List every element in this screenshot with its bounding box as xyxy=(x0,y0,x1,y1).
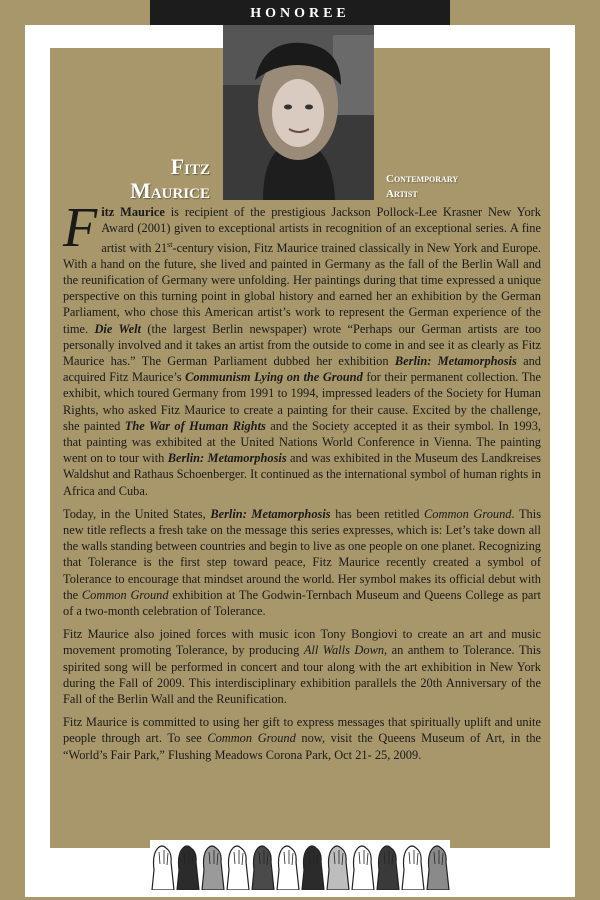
bio-text-segment: Common Ground xyxy=(424,506,512,521)
bio-text-segment: has been retitled xyxy=(330,506,425,521)
bio-text-segment: and was exhibited in the Museum des Landkreises Waldshut and Rathaus Schoenberger. It continued as the international symbol of human rights in Africa and Cuba. xyxy=(63,451,541,498)
bio-text-segment: The War of Human Rights xyxy=(124,418,266,433)
hand-shape xyxy=(177,846,199,890)
hands-illustration xyxy=(150,840,450,890)
hand-shape xyxy=(402,846,424,890)
drop-cap: F xyxy=(63,197,98,259)
joined-hands-icon xyxy=(150,840,450,890)
role-line-2: Artist xyxy=(386,188,418,200)
bio-text-segment: Fitz Maurice also joined forces with music icon Tony Bongiovi to create an art and music movement promoting Tolerance, by producing xyxy=(63,627,541,658)
bio-text-segment: Common Ground xyxy=(81,587,169,602)
bio-text-segment: Berlin: Metamorphosis xyxy=(210,506,331,521)
hand-shape xyxy=(252,846,274,890)
hand-shape xyxy=(377,846,399,890)
hand-shape xyxy=(152,846,174,890)
bio-paragraph-2 xyxy=(63,506,541,619)
hand-shape xyxy=(277,846,299,890)
honoree-role xyxy=(386,172,458,202)
header-label: HONOREE xyxy=(250,6,350,21)
portrait-icon xyxy=(223,25,374,200)
bio-text-segment: Common Ground xyxy=(207,731,296,746)
bio-text-segment: and the Society accepted it as their symbol. In 1993, that painting was exhibited at the United Nations World Conference in Vienna. The painting went on to tour with xyxy=(63,418,542,466)
bio-text-segment: and acquired Fitz Maurice’s xyxy=(63,353,541,385)
bio-text-segment: now, visit the Queens Museum of Art, in the “World’s Fair Park,” Flushing Meadows Corona Park, Oct 21- 25, 2009. xyxy=(63,731,542,762)
last-name: Maurice xyxy=(130,178,210,203)
hand-shape xyxy=(352,846,374,890)
bio-paragraph-1 xyxy=(63,197,542,499)
bio-text-segment: Die Welt xyxy=(94,321,141,336)
bio-text-segment: Today, in the United States, xyxy=(63,506,211,521)
portrait-photo xyxy=(223,25,374,200)
bio-paragraph-3 xyxy=(63,626,541,707)
bio-text-segment: Berlin: Metamorphosis xyxy=(394,353,517,368)
bio-text-segment: st xyxy=(167,239,173,249)
role-line-1: Contemporary xyxy=(386,173,459,185)
hand-shape xyxy=(427,846,449,890)
bio-text-segment: -century vision, Fitz Maurice trained classically in New York and Europe. With a hand on the future, she lived and painted in Germany as the fall of the Berlin Wall and the reunification of Germany were unfolding. Her paintings during that time expressed a unique perspective on this turning point in global history and earned her an exhibition by the German Parliament, who chose this American artist’s work to represent the German experience of the time. xyxy=(63,240,541,336)
bio-text-segment: All Walls Down xyxy=(303,643,385,658)
bio-text-segment: Communism Lying on the Ground xyxy=(185,370,363,385)
first-name: Fitz xyxy=(170,154,210,179)
bio-text-segment: . This new title reflects a fresh take on the message this series expresses, which is: Let’s take down all the walls standing between countries and begin to live as one people on one planet. Recognizing that Tolerance is the first step toward peace, Fitz Maurice recently created a symbol of Tolerance to encourage that mindset around the world. Her symbol makes its official debut with the xyxy=(63,506,542,602)
bio-text-segment: is recipient of the prestigious Jackson Pollock-Lee Krasner New York Award (2001) given to exceptional artists in recognition of an exceptional series. A fine artist with 21 xyxy=(101,205,541,255)
bio-text-segment: exhibition at The Godwin-Ternbach Museum and Queens College as part of a two-month celebration of Tolerance. xyxy=(63,587,542,618)
hand-shape xyxy=(202,846,224,890)
hand-shape xyxy=(327,846,349,890)
bio-text-segment: (the largest Berlin newspaper) wrote “Perhaps our German artists are too personally involved and it takes an artist from the outside to come in and see it as clearly as Fitz Maurice has.” The German Parliament dubbed her exhibition xyxy=(63,321,542,368)
biography xyxy=(63,197,542,770)
bio-text-segment: Berlin: Metamorphosis xyxy=(167,451,287,466)
hand-shape xyxy=(302,846,324,890)
bio-text-segment: itz Maurice xyxy=(101,205,165,219)
honoree-header xyxy=(150,0,450,25)
bio-text-segment: Fitz Maurice is committed to using her gift to express messages that spiritually uplift and unite people through art. To see xyxy=(63,715,541,746)
honoree-name xyxy=(130,155,210,203)
bio-text-segment: for their permanent collection. The exhibit, which toured Germany from 1991 to 1994, impressed leaders of the Society for Human Rights, who asked Fitz Maurice to create a painting for their cause. Excited by the challenge, she painted xyxy=(63,370,541,433)
bio-paragraph-4 xyxy=(63,714,541,763)
hand-shape xyxy=(227,846,249,890)
bio-text-segment: , an anthem to Tolerance. This spirited song will be performed in concert and tour along with the art exhibition in New York during the Fall of 2009. This interdisciplinary exhibition parallels the 20th Anniversary of the Fall of the Berlin Wall and the Reunification. xyxy=(63,643,541,707)
